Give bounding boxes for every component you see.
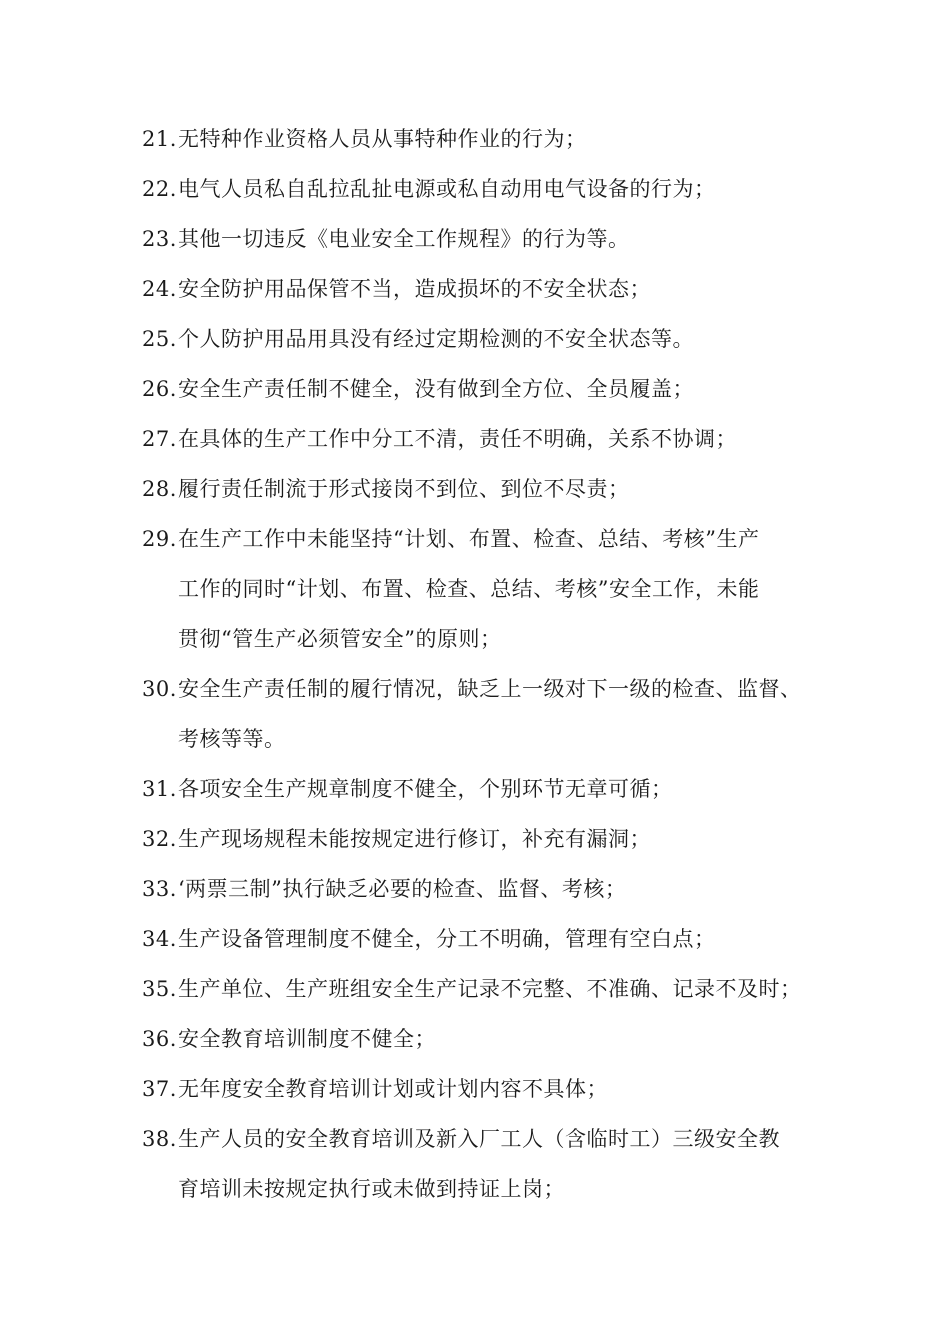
list-item (142, 364, 822, 414)
item-number: 35. (142, 977, 177, 1001)
list-item (142, 864, 822, 914)
item-text: 其他一切违反《电业安全工作规程》的行为等。 (178, 227, 630, 251)
list-item (142, 314, 822, 364)
list-item (142, 414, 822, 464)
item-number: 38. (142, 1127, 177, 1151)
item-number: 21. (142, 127, 177, 151)
item-number: 24. (142, 277, 177, 301)
list-item (142, 464, 822, 514)
item-number: 29. (142, 527, 177, 551)
item-number: 26. (142, 377, 177, 401)
list-item (142, 764, 822, 814)
item-number: 28. (142, 477, 177, 501)
list-item (142, 664, 822, 764)
item-text: 各项安全生产规章制度不健全，个别环节无章可循； (178, 777, 673, 801)
item-number: 33. (142, 877, 177, 901)
list-item (142, 1064, 822, 1114)
item-text: 在具体的生产工作中分工不清，责任不明确，关系不协调； (178, 427, 737, 451)
list-item (142, 964, 822, 1014)
item-number: 25. (142, 327, 177, 351)
item-text: 无特种作业资格人员从事特种作业的行为； (178, 127, 587, 151)
item-text: 安全生产责任制的履行情况，缺乏上一级对下一级的检查、监督、 考核等等。 (178, 677, 802, 751)
list-item (142, 914, 822, 964)
item-text: 生产人员的安全教育培训及新入厂工人（含临时工）三级安全教 育培训未按规定执行或未做到持证上岗； (178, 1127, 780, 1201)
list-item (142, 264, 822, 314)
item-text: ‘两票三制”执行缺乏必要的检查、监督、考核； (178, 877, 627, 901)
item-number: 34. (142, 927, 177, 951)
item-number: 22. (142, 177, 177, 201)
item-text: 在生产工作中未能坚持“计划、布置、检查、总结、考核”生产 工作的同时“计划、布置、检查、总结、考核”安全工作，未能 贯彻“管生产必须管安全”的原则； (178, 527, 760, 651)
list-item (142, 114, 822, 164)
item-text: 安全教育培训制度不健全； (178, 1027, 436, 1051)
item-text: 生产单位、生产班组安全生产记录不完整、不准确、记录不及时； (178, 977, 802, 1001)
item-text: 电气人员私自乱拉乱扯电源或私自动用电气设备的行为； (178, 177, 716, 201)
item-number: 37. (142, 1077, 177, 1101)
item-number: 27. (142, 427, 177, 451)
list-item (142, 514, 822, 664)
item-text: 生产设备管理制度不健全，分工不明确，管理有空白点； (178, 927, 716, 951)
item-number: 30. (142, 677, 177, 701)
item-text: 个人防护用品用具没有经过定期检测的不安全状态等。 (178, 327, 694, 351)
item-number: 31. (142, 777, 177, 801)
item-number: 36. (142, 1027, 177, 1051)
list-item (142, 1014, 822, 1064)
item-number: 23. (142, 227, 177, 251)
item-list (142, 114, 822, 1214)
list-item (142, 164, 822, 214)
list-item (142, 1114, 822, 1214)
list-item (142, 814, 822, 864)
item-text: 安全生产责任制不健全，没有做到全方位、全员履盖； (178, 377, 694, 401)
list-item (142, 214, 822, 264)
item-text: 安全防护用品保管不当，造成损坏的不安全状态； (178, 277, 651, 301)
item-text: 履行责任制流于形式接岗不到位、到位不尽责； (178, 477, 630, 501)
item-text: 无年度安全教育培训计划或计划内容不具体； (178, 1077, 608, 1101)
item-number: 32. (142, 827, 177, 851)
item-text: 生产现场规程未能按规定进行修订，补充有漏洞； (178, 827, 651, 851)
